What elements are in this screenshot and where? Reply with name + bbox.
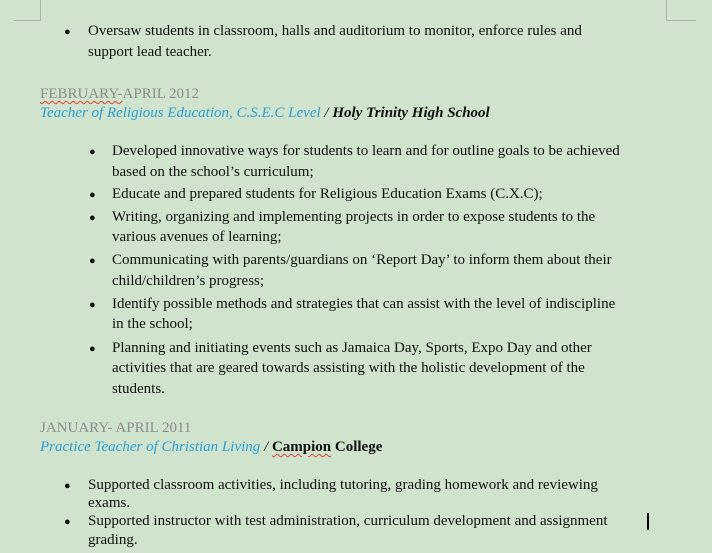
crop-mark-top-right-vertical bbox=[666, 0, 667, 20]
bullet-icon: ● bbox=[89, 146, 96, 158]
job-bullet-line: Educate and prepared students for Religious Education Exams (C.X.C); bbox=[112, 186, 543, 202]
job-title-line bbox=[40, 438, 382, 457]
job-date: FEBRUARY-APRIL 2012 bbox=[40, 86, 200, 102]
bullet-icon: ● bbox=[64, 516, 71, 528]
employer-name: College bbox=[331, 439, 383, 455]
job-title-line bbox=[40, 104, 490, 123]
bullet-icon: ● bbox=[89, 255, 96, 267]
job-role: Teacher of Religious Education, C.S.E.C Level bbox=[40, 105, 321, 121]
text-cursor bbox=[647, 513, 649, 530]
crop-mark-top-left-vertical bbox=[40, 0, 41, 20]
job-bullet-line: child/children’s progress; bbox=[112, 273, 265, 289]
bullet-icon: ● bbox=[89, 343, 96, 355]
job-date: JANUARY- APRIL 2011 bbox=[40, 420, 192, 436]
job-bullet-line: Identify possible methods and strategies that can assist with the level of indiscipline bbox=[112, 296, 616, 312]
job-bullet-line: based on the school’s curriculum; bbox=[112, 164, 314, 180]
job-bullet-line: Developed innovative ways for students to learn and for outline goals to be achieved bbox=[112, 143, 620, 159]
bullet-icon: ● bbox=[64, 26, 71, 38]
separator: / bbox=[260, 439, 272, 455]
employer-name: Holy Trinity High School bbox=[332, 105, 490, 121]
job-bullet-line: exams. bbox=[88, 495, 131, 511]
top-item-line: support lead teacher. bbox=[88, 44, 212, 60]
misspelled-word[interactable]: Campion bbox=[271, 439, 332, 455]
job-role: Practice Teacher of Christian Living bbox=[40, 439, 261, 455]
job-bullet-line: grading. bbox=[88, 532, 138, 548]
job-bullet-line: Supported instructor with test administration, curriculum development and assignment bbox=[88, 513, 608, 529]
crop-mark-top-right-horizontal bbox=[666, 20, 696, 21]
job-bullet-line: activities that are geared towards assisting with the holistic development of the bbox=[112, 360, 585, 376]
job-bullet-line: various avenues of learning; bbox=[112, 229, 282, 245]
separator: / bbox=[320, 105, 333, 121]
job-bullet-line: Writing, organizing and implementing projects in order to expose students to the bbox=[112, 209, 596, 225]
job-bullet-line: Supported classroom activities, including tutoring, grading homework and reviewing bbox=[88, 477, 598, 493]
crop-mark-top-left-horizontal bbox=[14, 20, 41, 21]
job-bullet-line: in the school; bbox=[112, 316, 193, 332]
bullet-icon: ● bbox=[64, 480, 71, 492]
top-item-line: Oversaw students in classroom, halls and auditorium to monitor, enforce rules and bbox=[88, 23, 582, 39]
job-bullet-line: students. bbox=[112, 381, 165, 397]
bullet-icon: ● bbox=[89, 299, 96, 311]
bullet-icon: ● bbox=[89, 212, 96, 224]
misspelled-word[interactable]: FEBRUARY- bbox=[40, 86, 123, 102]
bullet-icon: ● bbox=[89, 189, 96, 201]
job-bullet-line: Communicating with parents/guardians on ‘Report Day’ to inform them about their bbox=[112, 252, 612, 268]
job-bullet-line: Planning and initiating events such as Jamaica Day, Sports, Expo Day and other bbox=[112, 340, 592, 356]
